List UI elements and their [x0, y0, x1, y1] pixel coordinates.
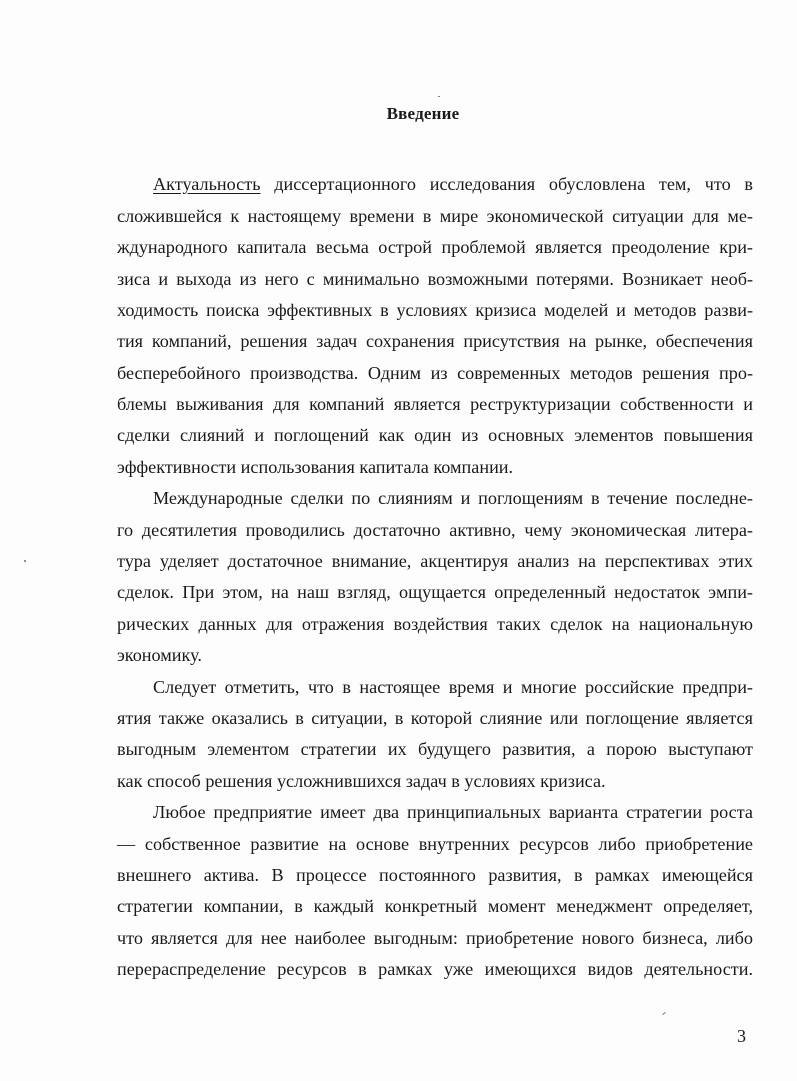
paragraph-4-line-5: что является для нее наиболее выгодным: приобретение нового бизнеса, либо	[117, 928, 753, 948]
paragraph-3-line-4: как способ решения усложнившихся задач в условиях кризиса.	[117, 771, 606, 791]
paragraph-1-line-5: ходимость поиска эффективных в условиях кризиса моделей и методов разви-	[117, 300, 753, 320]
paragraph-2-line-1: Международные сделки по слияниям и поглощениям в течение последне-	[153, 488, 753, 508]
paragraph-2-line-5: рических данных для отражения воздействия таких сделок на национальную	[117, 614, 753, 634]
paragraph-2-line-4: сделок. При этом, на наш взгляд, ощущается определенный недостаток эмпи-	[117, 582, 753, 602]
paragraph-4-line-4: стратегии компании, в каждый конкретный момент менеджмент определяет,	[117, 896, 753, 916]
paragraph-4-line-3: внешнего актива. В процессе постоянного развития, в рамках имеющейся	[117, 865, 753, 885]
paragraph-1-line-2: сложившейся к настоящему времени в мире экономической ситуации для ме-	[117, 206, 753, 226]
paragraph-1-line-1	[153, 173, 753, 195]
paragraph-1-line-6: тия компаний, решения задач сохранения присутствия на рынке, обеспечения	[117, 331, 753, 351]
paragraph-1-line-4: зиса и выхода из него с минимально возможными потерями. Возникает необ-	[117, 269, 753, 289]
paragraph-2-line-3: тура уделяет достаточное внимание, акцентируя анализ на перспективах этих	[117, 551, 753, 571]
paragraph-4-line-2: — собственное развитие на основе внутренних ресурсов либо приобретение	[117, 834, 753, 854]
paragraph-2-line-6: экономику.	[117, 645, 202, 665]
paragraph-1-line-10: эффективности использования капитала компании.	[117, 457, 514, 477]
paragraph-1-line-9: сделки слияний и поглощений как один из основных элементов повышения	[117, 425, 753, 445]
emphasis-term: Актуальность	[153, 174, 261, 194]
scan-speck	[662, 1012, 666, 1015]
paragraph-3-line-2: ятия также оказались в ситуации, в которой слияние или поглощение является	[117, 708, 753, 728]
paragraph-1-line-8: блемы выживания для компаний является реструктуризации собственности и	[117, 394, 753, 414]
line-text: диссертационного исследования обусловлена тем, что в	[260, 174, 753, 194]
paragraph-4-line-6: перераспределение ресурсов в рамках уже имеющихся видов деятельности.	[117, 959, 753, 979]
paragraph-1-line-3: ждународного капитала весьма острой проблемой является преодоление кри-	[117, 237, 753, 257]
paragraph-2-line-2: го десятилетия проводились достаточно активно, чему экономическая литера-	[117, 520, 753, 540]
paragraph-1-line-7: бесперебойного производства. Одним из современных методов решения про-	[117, 363, 753, 383]
page-title: Введение	[386, 104, 460, 123]
page-number: 3	[737, 1026, 746, 1046]
scan-speck	[438, 96, 440, 97]
paragraph-3-line-3: выгодным элементом стратегии их будущего развития, а порою выступают	[117, 739, 753, 759]
paragraph-4-line-1: Любое предприятие имеет два принципиальных варианта стратегии роста	[153, 802, 753, 822]
paragraph-3-line-1: Следует отметить, что в настоящее время и многие российские предпри-	[153, 677, 753, 697]
scan-speck	[24, 560, 26, 562]
